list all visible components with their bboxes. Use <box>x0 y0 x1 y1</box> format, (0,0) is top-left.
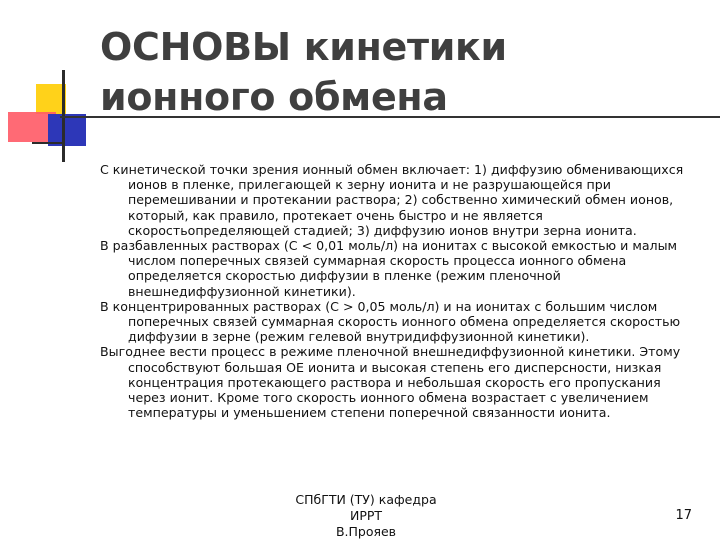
footer-institution: СПбГТИ (ТУ) кафедра ИРРТ <box>295 492 437 523</box>
paragraph-4: Выгоднее вести процесс в режиме пленочной внешнедиффузионной кинетики. Этому способствуют большая ОЕ ионита и высокая степень его дисперсности, низкая концентрация протекающего раствора и небольшая скорость его пропускания через ионит. Кроме того скорость ионного обмена возрастает с увеличением температуры и уменьшением степени поперечной связанности ионита. <box>100 344 681 421</box>
paragraph-3: В концентрированных растворах (С > 0,05 моль/л) и на ионитах с большим числом поперечных связей суммарная скорость ионного обмена определяется скоростью диффузии в зерне (режим гелевой внутридиффузионной кинетики). <box>100 298 681 345</box>
title-line-1: ОСНОВЫ кинетики <box>100 25 507 69</box>
logo-short-line <box>32 142 62 144</box>
slide-body <box>100 162 698 420</box>
footer-author: В.Прояев <box>335 524 397 539</box>
page-number: 17 <box>675 508 692 523</box>
footer <box>286 492 446 540</box>
title-line-2: ионного обмена <box>100 75 448 119</box>
paragraph-1: С кинетической точки зрения ионный обмен включает: 1) диффузию обменивающихся ионов в пленке, прилегающей к зерну ионита и не разрушающейся при перемешивании и протекании раствора; 2) собственно химический обмен ионов, который, как правило, протекает очень быстро и не является скоростьопределяющей стадией; 3) диффузию ионов внутри зерна ионита. <box>100 162 684 238</box>
slide-title <box>100 22 660 122</box>
paragraph-2: В разбавленных растворах (С < 0,01 моль/л) на ионитах с высокой емкостью и малым числом поперечных связей суммарная скорость процесса ионного обмена определяется скоростью диффузии в пленке (режим пленочной внешнедиффузионной кинетики). <box>100 238 678 299</box>
